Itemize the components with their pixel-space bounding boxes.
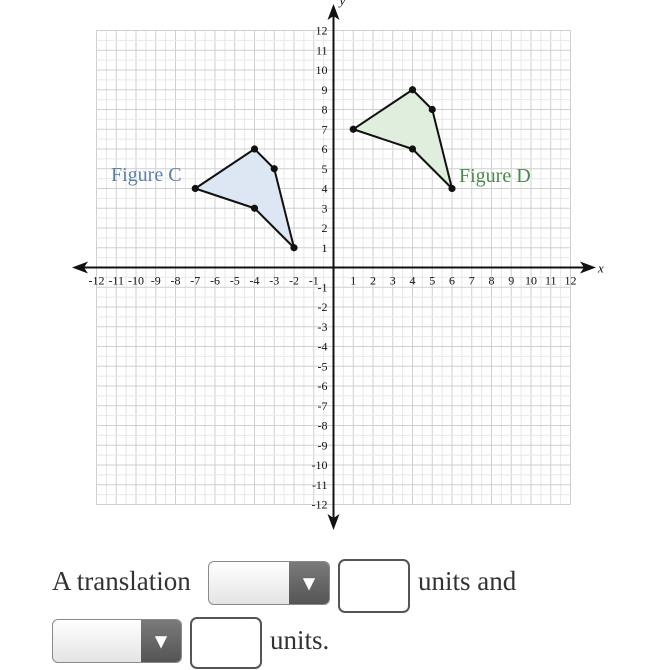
x-tick-label: -2: [289, 273, 299, 288]
y-tick-label: -6: [317, 379, 328, 393]
y-axis-label: y: [339, 0, 346, 8]
y-tick-label: -1: [317, 280, 328, 295]
x-tick-label: -12: [88, 273, 105, 288]
vertex-point: [448, 185, 455, 192]
direction-dropdown-2[interactable]: [52, 619, 182, 663]
direction-dropdown-1[interactable]: [208, 561, 330, 605]
y-tick-label: -3: [317, 319, 328, 334]
units-input-2[interactable]: [190, 617, 262, 669]
vertex-point: [271, 165, 278, 172]
y-tick-label: 11: [315, 43, 328, 58]
y-tick-label: 12: [315, 23, 328, 38]
x-tick-label: 6: [449, 273, 455, 288]
vertex-point: [192, 185, 199, 192]
vertex-point: [409, 145, 416, 152]
x-tick-label: -6: [210, 273, 220, 288]
x-tick-label: -11: [108, 273, 125, 288]
x-axis-label: x: [598, 260, 604, 276]
vertex-point: [251, 205, 258, 212]
y-tick-label: -8: [317, 418, 328, 433]
x-tick-label: -7: [190, 273, 201, 288]
vertex-point: [350, 126, 357, 133]
dropdown-2-arrow[interactable]: [141, 620, 181, 662]
y-tick-label: 8: [321, 102, 328, 117]
figure-c-label: Figure C: [111, 164, 182, 186]
question-middle: units and: [418, 566, 517, 596]
y-tick-label: -5: [317, 359, 328, 374]
chevron-down-icon: ▼: [154, 631, 168, 651]
y-tick-label: -7: [317, 398, 328, 413]
x-tick-label: -9: [150, 273, 161, 288]
x-tick-label: 3: [389, 273, 396, 288]
x-tick-label: 1: [350, 273, 357, 288]
x-tick-label: 5: [429, 273, 436, 288]
y-tick-label: 5: [321, 161, 328, 176]
x-tick-label: 8: [488, 273, 495, 288]
x-tick-label: 2: [370, 273, 376, 288]
chevron-down-icon: ▼: [302, 573, 316, 593]
x-tick-label: -5: [229, 273, 240, 288]
question-prefix: A translation: [52, 566, 191, 596]
y-tick-label: -4: [317, 339, 328, 354]
vertex-point: [290, 244, 297, 251]
y-tick-label: -9: [317, 438, 328, 453]
y-tick-label: 3: [321, 201, 328, 216]
x-tick-label: -1: [308, 273, 319, 288]
y-tick-label: 7: [321, 122, 328, 137]
x-tick-label: 7: [468, 273, 475, 288]
x-tick-label: -3: [269, 273, 280, 288]
x-tick-label: 9: [508, 273, 515, 288]
x-tick-label: 4: [409, 273, 416, 288]
x-tick-label: 10: [525, 273, 537, 288]
y-tick-label: 10: [315, 63, 328, 77]
y-tick-label: 9: [321, 82, 328, 97]
x-tick-label: 12: [564, 273, 577, 288]
y-tick-label: 4: [321, 181, 328, 196]
x-tick-label: -4: [249, 273, 260, 288]
y-tick-label: -10: [311, 458, 328, 472]
vertex-point: [409, 86, 416, 93]
x-tick-label: -10: [128, 273, 144, 288]
y-tick-label: -2: [317, 300, 328, 314]
vertex-point: [429, 106, 436, 113]
dropdown-1-arrow[interactable]: [289, 562, 329, 604]
y-tick-label: -11: [311, 477, 328, 492]
units-input-1[interactable]: [338, 559, 410, 613]
x-tick-label: 11: [544, 273, 557, 288]
y-tick-label: 1: [321, 240, 328, 255]
y-tick-label: 2: [321, 221, 328, 235]
y-tick-label: -12: [311, 497, 328, 512]
vertex-point: [251, 145, 258, 152]
y-tick-label: 6: [321, 142, 328, 156]
figure-d-label: Figure D: [459, 165, 531, 187]
x-tick-label: -8: [170, 273, 181, 288]
question-suffix: units.: [270, 625, 330, 655]
